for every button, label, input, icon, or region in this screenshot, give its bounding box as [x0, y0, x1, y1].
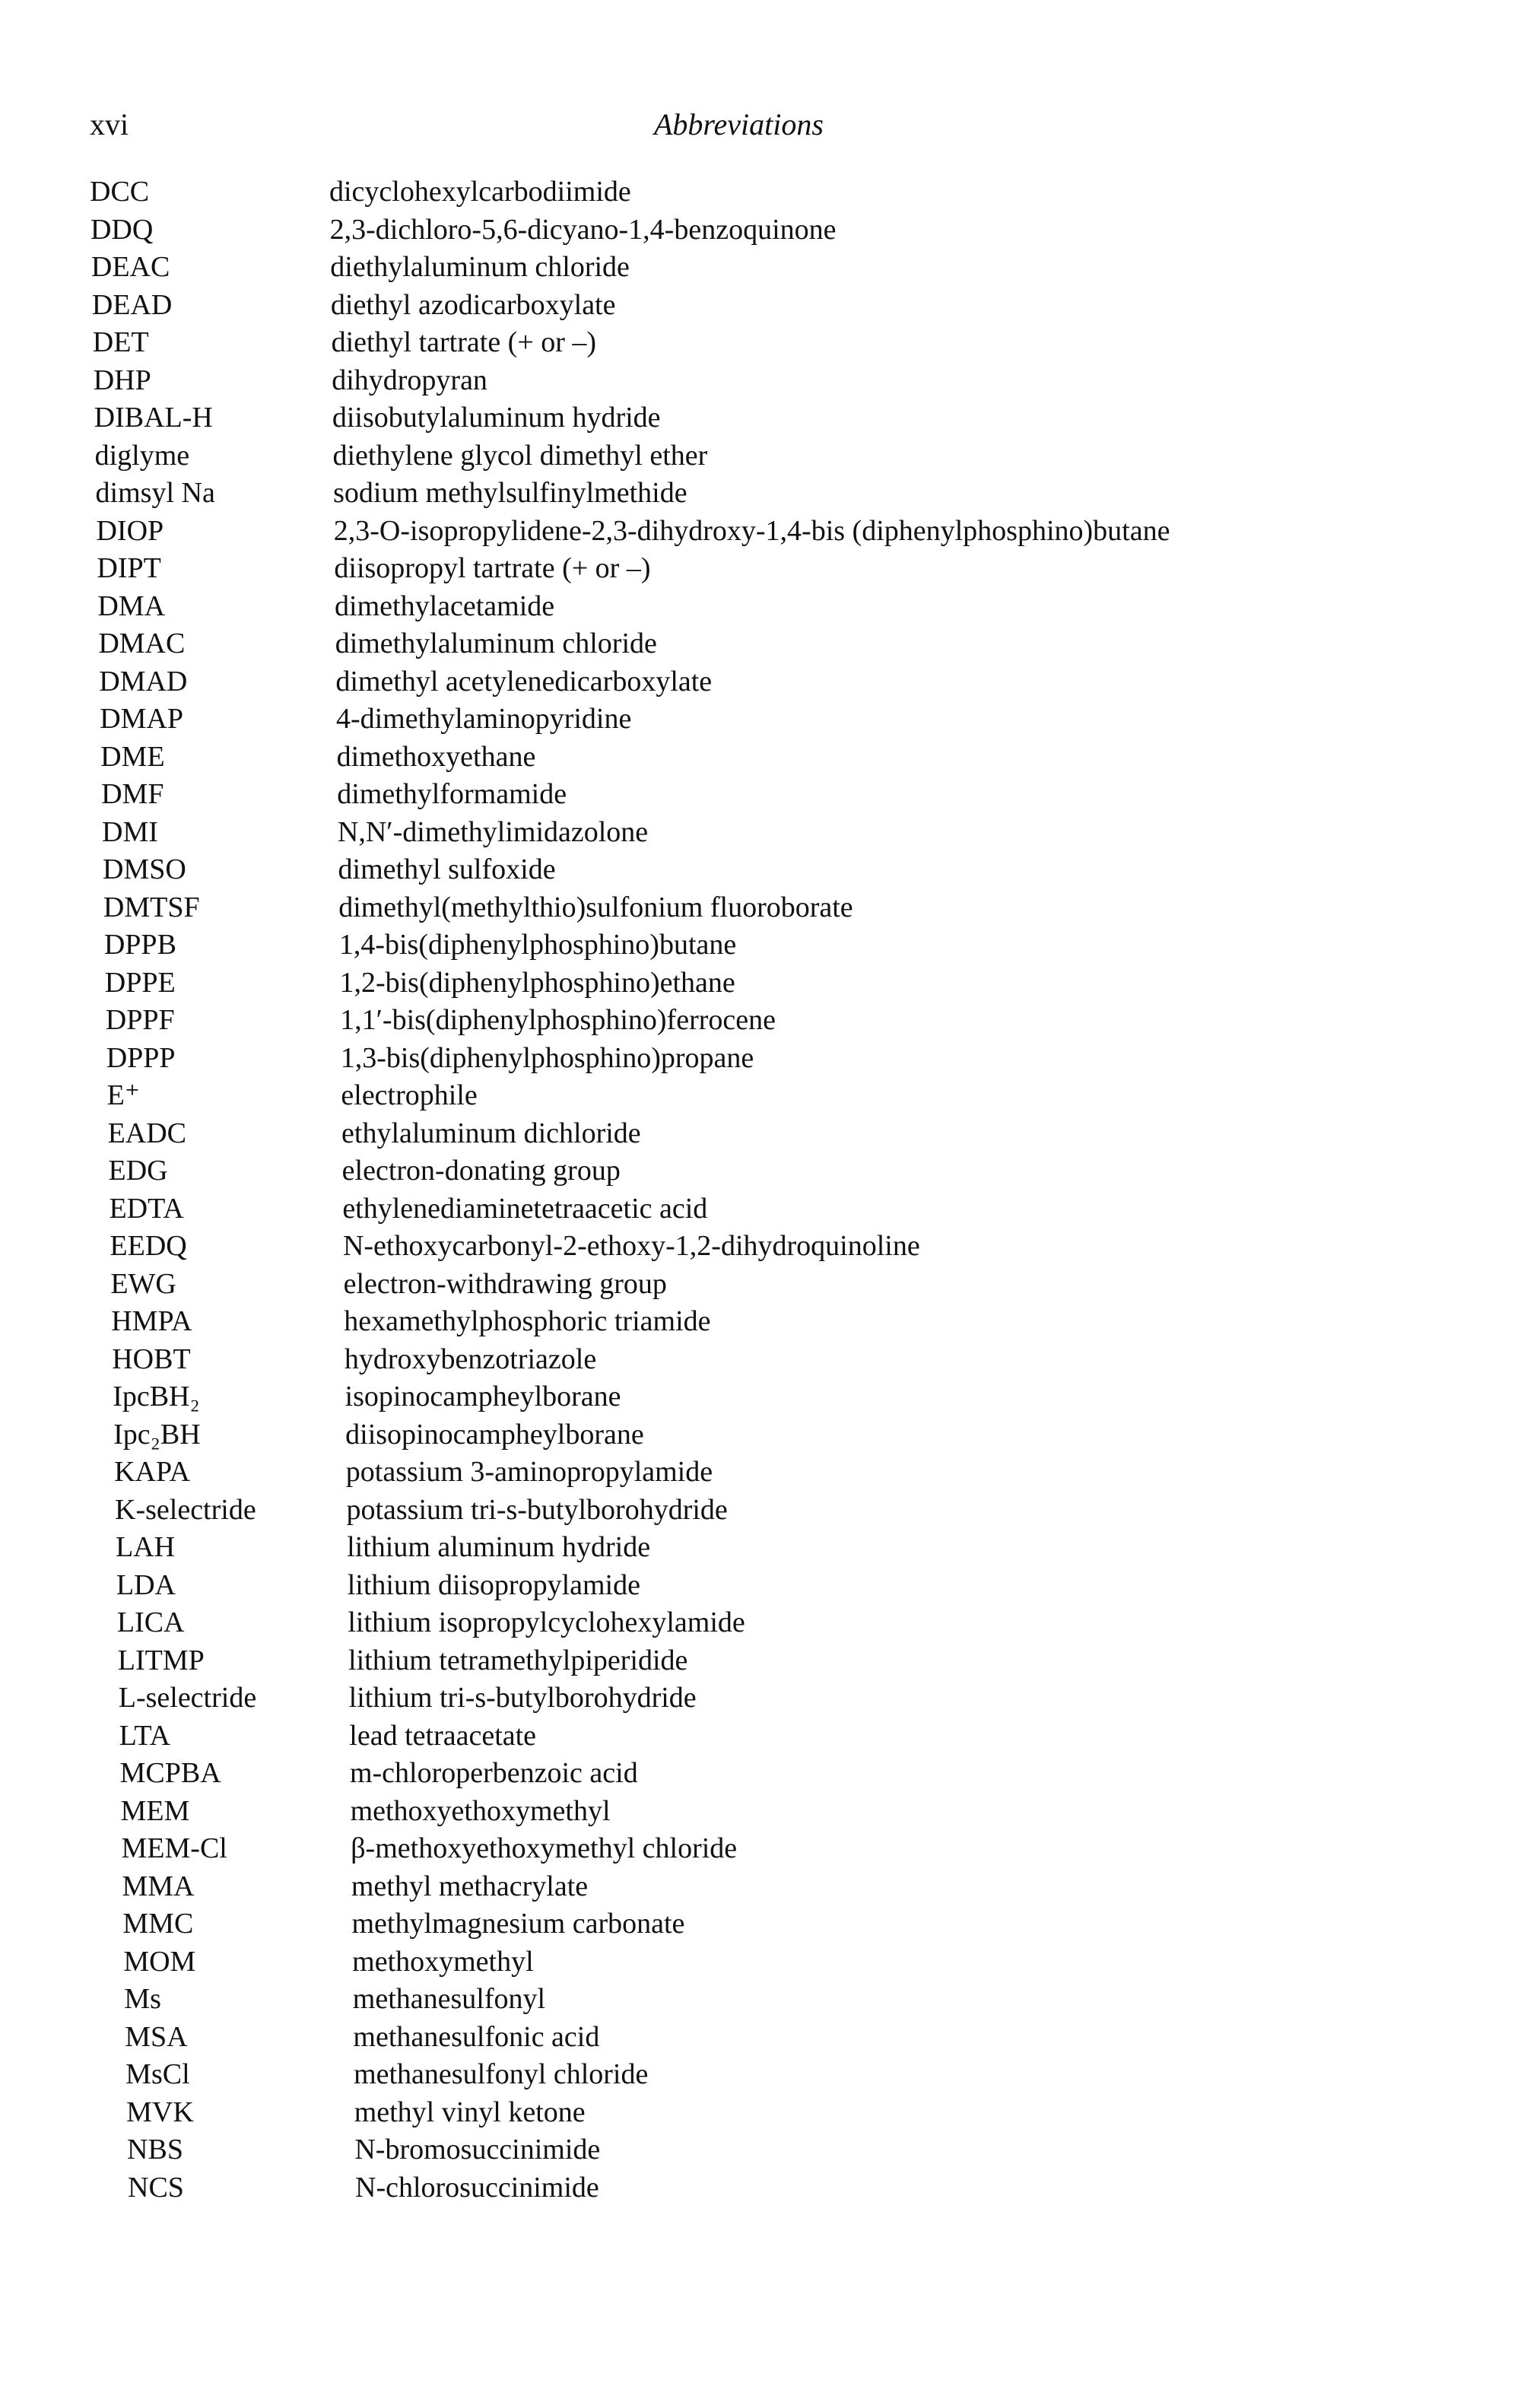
list-item: [0, 1679, 1540, 1718]
abbreviation-term: DMF: [101, 778, 164, 810]
abbreviation-term: NBS: [127, 2134, 183, 2166]
list-item: [0, 287, 1540, 325]
list-item: [0, 851, 1540, 889]
abbreviation-term: DPPB: [103, 929, 176, 961]
list-item: [0, 1793, 1540, 1831]
abbreviation-term: DIPT: [97, 552, 161, 584]
abbreviation-term: DME: [100, 740, 165, 773]
list-item: [0, 399, 1540, 437]
abbreviation-definition: ethylaluminum dichloride: [341, 1117, 641, 1149]
abbreviation-term: IpcBH₂: [113, 1381, 200, 1412]
list-item: [0, 550, 1540, 588]
abbreviation-definition: 1,1′-bis(diphenylphosphino)ferrocene: [340, 1004, 776, 1036]
page-header: [0, 106, 1540, 152]
abbreviation-definition: hexamethylphosphoric triamide: [344, 1305, 711, 1337]
abbreviation-definition: 1,4-bis(diphenylphosphino)butane: [338, 929, 737, 961]
abbreviation-term: DMI: [102, 815, 158, 848]
list-item: [0, 1943, 1540, 1981]
abbreviation-definition: 2,3-O-isopropylidene-2,3-dihydroxy-1,4-bis (diphenylphosphino)butane: [333, 514, 1170, 547]
abbreviation-definition: methoxymethyl: [352, 1945, 534, 1978]
abbreviation-term: DMAP: [100, 703, 184, 735]
list-item: [0, 1266, 1540, 1304]
abbreviation-definition: N-ethoxycarbonyl-2-ethoxy-1,2-dihydroquinoline: [342, 1230, 920, 1262]
abbreviation-definition: lithium aluminum hydride: [347, 1531, 651, 1563]
abbreviation-term: DPPP: [106, 1041, 176, 1074]
abbreviation-list: [0, 173, 1540, 2207]
abbreviation-definition: methyl methacrylate: [351, 1870, 589, 1902]
list-item: [0, 964, 1540, 1003]
list-item: [0, 1830, 1540, 1868]
page-number: xvi: [90, 107, 129, 141]
abbreviation-term: dimsyl Na: [95, 477, 215, 509]
abbreviation-definition: methanesulfonyl: [352, 1983, 546, 2015]
list-item: [0, 2019, 1540, 2057]
abbreviation-definition: methyl vinyl ketone: [354, 2096, 586, 2128]
abbreviation-term: Ms: [124, 1983, 161, 2015]
list-item: [0, 588, 1540, 626]
abbreviation-term: LDA: [116, 1568, 176, 1601]
abbreviation-term: DIBAL-H: [94, 402, 213, 434]
abbreviation-term: DCC: [90, 176, 150, 208]
list-item: [0, 2094, 1540, 2132]
abbreviation-term: EDTA: [109, 1192, 184, 1225]
list-item: [0, 475, 1540, 513]
abbreviation-definition: dimethyl acetylenedicarboxylate: [335, 665, 713, 698]
list-item: [0, 2169, 1540, 2207]
abbreviation-definition: N,N′-dimethylimidazolone: [337, 815, 649, 848]
list-item: [0, 1341, 1540, 1379]
abbreviation-term: DIOP: [96, 514, 164, 547]
abbreviation-definition: 1,3-bis(diphenylphosphino)propane: [340, 1041, 754, 1074]
abbreviation-term: MCPBA: [119, 1757, 221, 1789]
abbreviation-definition: diethylene glycol dimethyl ether: [332, 439, 708, 472]
abbreviation-term: DEAC: [90, 251, 170, 283]
abbreviation-definition: hydroxybenzotriazole: [344, 1343, 597, 1375]
list-item: [0, 1604, 1540, 1642]
list-item: [0, 362, 1540, 400]
list-item: [0, 1529, 1540, 1567]
abbreviation-definition: 1,2-bis(diphenylphosphino)ethane: [339, 966, 735, 999]
abbreviation-definition: methanesulfonic acid: [353, 2020, 600, 2053]
abbreviation-definition: m-chloroperbenzoic acid: [349, 1757, 638, 1789]
list-item: [0, 173, 1540, 211]
abbreviation-definition: lithium tetramethylpiperidide: [348, 1644, 688, 1676]
abbreviation-definition: diethylaluminum chloride: [330, 251, 630, 283]
abbreviation-term: LICA: [116, 1606, 185, 1638]
list-item: [0, 814, 1540, 852]
list-item: [0, 776, 1540, 814]
abbreviation-term: EWG: [110, 1267, 176, 1300]
page-title: Abbreviations: [654, 107, 824, 141]
abbreviation-term: DPPF: [105, 1004, 175, 1036]
abbreviation-term: MEM: [120, 1794, 190, 1827]
abbreviation-definition: potassium 3-aminopropylamide: [345, 1456, 713, 1488]
list-item: [0, 1567, 1540, 1605]
abbreviation-definition: methylmagnesium carbonate: [351, 1908, 685, 1940]
list-item: [0, 2131, 1540, 2169]
list-item: [0, 249, 1540, 287]
abbreviation-term: Ipc₂BH: [113, 1418, 201, 1451]
abbreviation-term: EDG: [108, 1155, 168, 1187]
abbreviation-definition: dihydropyran: [332, 364, 487, 396]
abbreviation-definition: isopinocampheylborane: [345, 1381, 621, 1412]
abbreviation-definition: sodium methylsulfinylmethide: [333, 477, 687, 509]
list-item: [0, 889, 1540, 927]
list-item: [0, 1303, 1540, 1341]
list-item: [0, 1416, 1540, 1454]
list-item: [0, 1905, 1540, 1943]
list-item: [0, 663, 1540, 701]
abbreviation-term: MSA: [125, 2020, 188, 2053]
list-item: [0, 1718, 1540, 1756]
abbreviation-term: MMA: [122, 1870, 195, 1902]
abbreviation-definition: lead tetraacetate: [349, 1719, 537, 1752]
list-item: [0, 1981, 1540, 2019]
abbreviation-definition: dimethylformamide: [337, 778, 567, 810]
list-item: [0, 625, 1540, 663]
list-item: [0, 1190, 1540, 1228]
abbreviation-definition: diisopinocampheylborane: [345, 1418, 644, 1451]
list-item: [0, 1152, 1540, 1190]
abbreviation-definition: diisopropyl tartrate (+ or –): [334, 552, 651, 584]
abbreviation-term: DHP: [93, 364, 151, 396]
list-item: [0, 926, 1540, 964]
list-item: [0, 1454, 1540, 1492]
abbreviation-term: MsCl: [125, 2058, 190, 2090]
abbreviation-term: DMSO: [102, 853, 186, 885]
abbreviation-definition: dimethyl(methylthio)sulfonium fluoroborate: [338, 891, 853, 923]
abbreviation-definition: ethylenediaminetetraacetic acid: [342, 1192, 708, 1225]
abbreviation-definition: diethyl tartrate (+ or –): [331, 326, 597, 358]
abbreviation-term: MOM: [123, 1945, 196, 1978]
abbreviation-definition: electron-withdrawing group: [343, 1267, 667, 1300]
abbreviation-definition: lithium isopropylcyclohexylamide: [348, 1606, 745, 1638]
list-item: [0, 1040, 1540, 1078]
list-item: [0, 1228, 1540, 1266]
abbreviation-definition: lithium diisopropylamide: [347, 1568, 640, 1601]
abbreviation-term: HMPA: [111, 1305, 192, 1337]
abbreviation-term: diglyme: [94, 439, 190, 472]
abbreviation-term: KAPA: [114, 1456, 191, 1488]
abbreviation-definition: potassium tri-s-butylborohydride: [346, 1493, 728, 1526]
list-item: [0, 2056, 1540, 2094]
abbreviation-definition: 2,3-dichloro-5,6-dicyano-1,4-benzoquinone: [329, 213, 837, 246]
abbreviation-term: DMAD: [99, 665, 188, 698]
abbreviation-definition: lithium tri-s-butylborohydride: [348, 1682, 697, 1714]
abbreviation-definition: electrophile: [341, 1079, 478, 1111]
list-item: [0, 1868, 1540, 1906]
abbreviation-term: K-selectride: [115, 1493, 256, 1526]
list-item: [0, 1115, 1540, 1153]
list-item: [0, 211, 1540, 249]
abbreviation-term: MVK: [126, 2096, 194, 2128]
list-item: [0, 1642, 1540, 1680]
list-item: [0, 1378, 1540, 1416]
abbreviation-term: LTA: [119, 1719, 171, 1752]
list-item: [0, 701, 1540, 739]
abbreviation-definition: dimethylaluminum chloride: [335, 628, 657, 659]
abbreviation-term: L-selectride: [118, 1682, 257, 1714]
abbreviation-definition: N-chlorosuccinimide: [355, 2171, 599, 2204]
abbreviation-term: NCS: [128, 2171, 184, 2204]
abbreviation-definition: dimethylacetamide: [335, 589, 555, 622]
abbreviation-term: DPPE: [104, 966, 176, 999]
abbreviation-term: EADC: [107, 1117, 187, 1149]
abbreviation-term: DMA: [97, 589, 166, 622]
list-item: [0, 1755, 1540, 1793]
abbreviation-definition: β-methoxyethoxymethyl chloride: [351, 1832, 738, 1864]
abbreviation-term: DET: [92, 326, 149, 358]
abbreviation-definition: N-bromosuccinimide: [354, 2134, 601, 2166]
abbreviation-term: DDQ: [90, 213, 154, 246]
abbreviation-term: DEAD: [91, 288, 173, 321]
abbreviation-definition: diisobutylaluminum hydride: [332, 402, 661, 434]
abbreviation-term: MEM-Cl: [121, 1832, 227, 1864]
abbreviation-definition: methoxyethoxymethyl: [350, 1794, 611, 1827]
list-item: [0, 1077, 1540, 1115]
abbreviation-term: MMC: [122, 1908, 194, 1940]
list-item: [0, 1492, 1540, 1530]
abbreviation-term: E⁺: [106, 1079, 140, 1111]
list-item: [0, 513, 1540, 551]
abbreviation-definition: diethyl azodicarboxylate: [330, 288, 616, 321]
abbreviation-definition: 4-dimethylaminopyridine: [335, 703, 632, 735]
abbreviation-term: HOBT: [112, 1343, 191, 1375]
list-item: [0, 324, 1540, 362]
abbreviation-term: DMAC: [98, 628, 186, 659]
abbreviation-definition: methanesulfonyl chloride: [354, 2058, 649, 2090]
abbreviation-term: LITMP: [117, 1644, 205, 1676]
abbreviation-term: DMTSF: [103, 891, 200, 923]
list-item: [0, 437, 1540, 475]
abbreviation-definition: dicyclohexylcarbodiimide: [329, 176, 631, 208]
abbreviation-term: EEDQ: [110, 1230, 187, 1262]
abbreviation-definition: electron-donating group: [341, 1155, 621, 1187]
list-item: [0, 739, 1540, 777]
abbreviation-term: LAH: [115, 1531, 176, 1563]
abbreviation-definition: dimethyl sulfoxide: [338, 853, 556, 885]
abbreviation-definition: dimethoxyethane: [336, 740, 536, 773]
list-item: [0, 1002, 1540, 1040]
